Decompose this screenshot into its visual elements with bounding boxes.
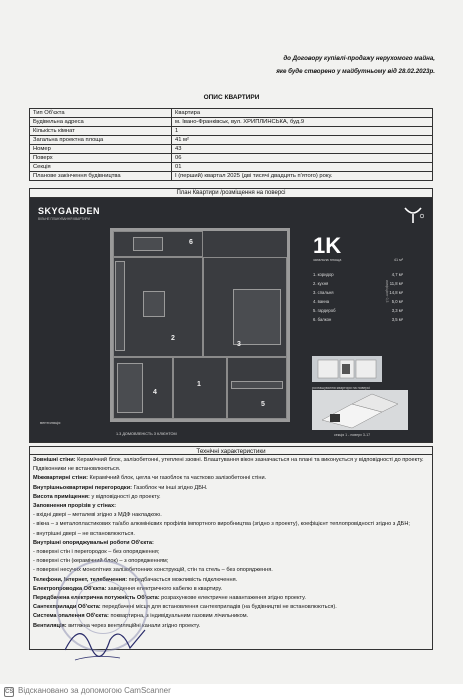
- info-key: Тип Об'єкта: [30, 109, 172, 118]
- info-key: Секція: [30, 163, 172, 172]
- plan-legend: 1.3 ДОМОВЛЕНІСТЬ З КЛІЄНТОМ: [116, 432, 177, 436]
- tech-spec-heading: Сантехприлади Об'єкта:: [33, 604, 101, 611]
- tech-spec-text: - поверхні стін (керамічний блок) – з опорядженням;: [33, 558, 169, 565]
- room-number-3: 3: [237, 341, 241, 348]
- tech-specs-title: Технічні характеристики: [29, 446, 433, 455]
- room-area-value: 4,7 м²: [391, 272, 403, 277]
- tech-spec-text: у відповідності до проекту.: [89, 493, 161, 500]
- handwritten-signature: [60, 610, 150, 670]
- plan-caption: План Квартири /розміщення на поверсі: [29, 188, 433, 197]
- info-row: [30, 127, 433, 136]
- building-section-caption: секція 1 - поверх 3-17: [334, 433, 371, 437]
- tech-spec-item: [33, 511, 429, 520]
- room-area-label: 1. коридор: [313, 272, 334, 277]
- info-row: [30, 154, 433, 163]
- info-row: [30, 118, 433, 127]
- tech-spec-text: Керамічний блок, залізобетонні, утеплені ззовні. Влаштування вікон зазначається на плані та виконується у відповідності до проекту. Підвіконники не встановлюються.: [33, 457, 424, 473]
- brand-name: SKYGARDEN: [38, 206, 101, 216]
- ventilation-legend: вентиляція: [40, 420, 61, 425]
- tech-spec-item: [33, 530, 429, 539]
- unit-type: 1K: [313, 233, 342, 258]
- tech-spec-item: [33, 520, 429, 529]
- apartment-walls: [110, 228, 290, 422]
- tech-spec-heading: Заповнення прорізів у стінах:: [33, 503, 116, 510]
- tech-spec-heading: Електропроводка Об'єкта:: [33, 585, 107, 592]
- total-area-row: [313, 258, 403, 262]
- tech-spec-heading: Висота приміщення:: [33, 493, 90, 500]
- building-section-thumbnail: [312, 390, 408, 437]
- coefficient-note: [380, 278, 390, 338]
- tech-spec-heading: Міжквартирні стіни:: [33, 475, 88, 482]
- room-number-6: 6: [189, 239, 193, 246]
- room-area-label: 6. балкон: [313, 317, 332, 322]
- tech-spec-text: - вхідні двері – металеві згідно з МДФ накладкою.: [33, 512, 162, 519]
- info-value: 01: [172, 163, 433, 172]
- room-area-value: 3,3 м²: [391, 308, 403, 313]
- info-value: 43: [172, 145, 433, 154]
- floor-location-drawing: [312, 356, 382, 382]
- info-key: Поверх: [30, 154, 172, 163]
- balcony-chairs: [133, 237, 163, 251]
- tech-spec-text: заведення електричного кабелю в квартиру.: [106, 585, 223, 592]
- bed: [233, 289, 281, 345]
- coefficient-text: коефіцієнт 0,3: [385, 280, 389, 303]
- room-area-label: 5. гардероб: [313, 308, 336, 313]
- info-row: [30, 136, 433, 145]
- info-row: [30, 172, 433, 181]
- kitchen-counter: [115, 261, 125, 351]
- room-area-label: 4. ванна: [313, 299, 330, 304]
- tech-spec-heading: Система опалення Об'єкта:: [33, 613, 109, 620]
- room-area-value: 3,5 м²: [391, 317, 403, 322]
- info-value: Квартира: [172, 109, 433, 118]
- contract-reference-line1: до Договору купівлі-продажу нерухомого майна,: [283, 55, 435, 62]
- tech-spec-item: [33, 539, 429, 548]
- scanner-footer-text: Відскановано за допомогою CamScanner: [18, 686, 171, 695]
- info-key: Планове закінчення будівництва: [30, 172, 172, 181]
- tech-spec-item: [33, 548, 429, 557]
- room-number-5: 5: [261, 401, 265, 408]
- room-number-2: 2: [171, 335, 175, 342]
- info-value: І (перший) квартал 2025 (дві тисячі двадцять п'ятого) року.: [172, 172, 433, 181]
- tech-spec-text: поквартирна, з індивідуальним газовим лічильником.: [108, 613, 249, 620]
- info-row: [30, 145, 433, 154]
- scanner-footer: [0, 684, 463, 700]
- room-number-1: 1: [197, 381, 201, 388]
- wardrobe-shelf: [231, 381, 283, 389]
- tech-spec-item: [33, 456, 429, 474]
- info-value: м. Івано-Франківськ, вул. ХРИПЛИНСЬКА, буд.9: [172, 118, 433, 127]
- tech-spec-text: Газоблок чи інші згідно ДБН.: [132, 484, 208, 491]
- tech-spec-heading: Внутрішні опоряджувальні роботи Об'єкта:: [33, 539, 154, 546]
- room-area-label: 2. кухня: [313, 281, 329, 286]
- room-area-value: 11,8 м²: [389, 281, 403, 286]
- tech-spec-heading: Зовнішні стіни:: [33, 457, 76, 463]
- info-value: 41 м²: [172, 136, 433, 145]
- camscanner-icon: CS: [5, 689, 14, 695]
- total-area-label: загальна площа: [313, 258, 342, 262]
- tech-spec-text: - внутрішні двері – не встановлюються.: [33, 530, 135, 537]
- tech-spec-item: [33, 484, 429, 493]
- building-section-drawing: [312, 390, 408, 430]
- info-row: [30, 163, 433, 172]
- tech-spec-text: - вікна – з металопластикових та/або алюмінієвих профілів імпортного виробництва (згідно з проекту), коефіцієнт теплопровідності згідно з ДБН;: [33, 521, 410, 528]
- document-title: ОПИС КВАРТИРИ: [203, 94, 260, 101]
- info-value: 1: [172, 127, 433, 136]
- skygarden-logo-icon: [402, 204, 424, 226]
- apartment-info-table: [29, 108, 433, 181]
- contract-reference-line2: яке буде створено у майбутньому від 28.02.2023р.: [276, 68, 435, 75]
- info-value: 06: [172, 154, 433, 163]
- floor-plan-image: [29, 197, 433, 443]
- tech-spec-item: [33, 474, 429, 483]
- info-key: Кількість кімнат: [30, 127, 172, 136]
- tech-spec-text: розрахункове електричне навантаження згідно проекту.: [159, 595, 306, 602]
- tech-spec-heading: Передбачена електрична потужність Об'єкта:: [33, 595, 160, 602]
- info-key: Номер: [30, 145, 172, 154]
- dining-table: [143, 291, 165, 317]
- tech-spec-heading: Вентиляція:: [33, 622, 67, 629]
- contract-reference: [215, 52, 435, 78]
- total-area-value: 41 м²: [393, 258, 403, 262]
- floor-location-caption: розташування квартири на поверсі: [312, 386, 371, 390]
- floor-location-thumbnail: [312, 356, 382, 390]
- room-corridor: [173, 357, 227, 419]
- room-area-value: 5,0 м²: [391, 299, 403, 304]
- info-key: Будівельна адреса: [30, 118, 172, 127]
- brand-subtitle: ВІЛЬНЕ ПЛАНУВАННЯ КВАРТИРИ: [38, 217, 90, 221]
- info-row: [30, 109, 433, 118]
- tech-spec-text: передбачені місця для встановлення сантехприладів (на будівництві не встановлюються).: [100, 604, 337, 611]
- tech-spec-text: - поверхні стін і перегородок – без опорядження;: [33, 549, 160, 556]
- bathtub: [117, 363, 143, 413]
- tech-spec-item: [33, 502, 429, 511]
- room-number-4: 4: [153, 389, 157, 396]
- tech-spec-text: - поверхні несучих монолітних залізобетонних конструкцій, стін та стель – без опорядження.: [33, 567, 273, 574]
- info-key: Загальна проектна площа: [30, 136, 172, 145]
- tech-spec-text: витяжна через вентиляційні канали згідно проекту.: [66, 622, 201, 629]
- tech-spec-text: Керамічний блок, цегла чи газоблок та частково залізобетонні стіни.: [87, 475, 267, 482]
- room-area-label: 3. спальня: [313, 290, 334, 295]
- tech-spec-item: [33, 493, 429, 502]
- tech-spec-heading: Внутрішньоквартирні перегородки:: [33, 484, 133, 491]
- room-area-value: 14,8 м²: [389, 290, 403, 295]
- tech-spec-text: передбачається можливість підключення.: [127, 576, 238, 583]
- tech-spec-heading: Телефони, Інтернет, телебачення:: [33, 576, 128, 583]
